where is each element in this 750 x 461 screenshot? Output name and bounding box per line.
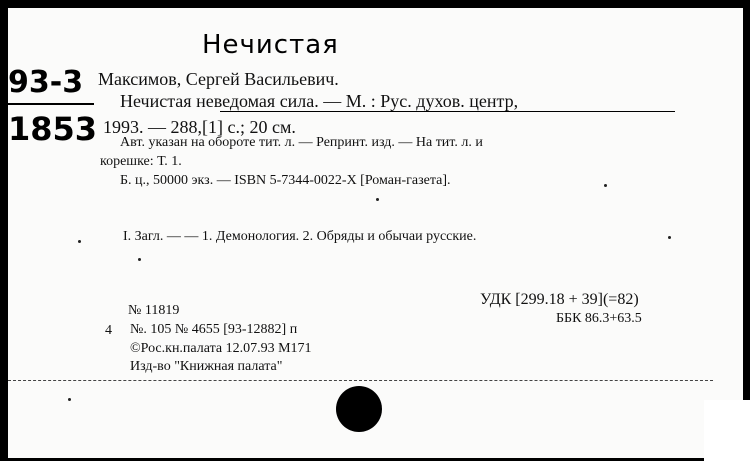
speck xyxy=(668,236,671,239)
shelf-underline xyxy=(8,103,94,105)
handwritten-title-note: Нечистая xyxy=(202,30,339,60)
registration-line: №. 105 № 4655 [93-12882] п xyxy=(130,322,298,337)
card-number: № 11819 xyxy=(128,303,180,318)
speck xyxy=(68,398,71,401)
card-corner xyxy=(704,400,750,461)
handwritten-shelf-bottom: 1853 xyxy=(8,110,98,148)
copies-digit: 4 xyxy=(105,323,112,338)
speck xyxy=(138,258,141,261)
card-fold-line xyxy=(8,380,713,381)
note-line-2: корешке: Т. 1. xyxy=(100,154,182,169)
bbk-code: ББК 86.3+63.5 xyxy=(556,311,642,326)
handwritten-shelf-top: 93-3 xyxy=(8,65,84,100)
speck xyxy=(376,198,379,201)
catalog-card xyxy=(8,8,743,458)
author-heading: Максимов, Сергей Васильевич. xyxy=(98,69,339,89)
udk-code: УДК [299.18 + 39](=82) xyxy=(480,291,639,308)
title-line: Нечистая неведомая сила. — М. : Рус. духов. центр, xyxy=(120,91,519,111)
note-line-1: Авт. указан на обороте тит. л. — Репринт. изд. — На тит. л. и xyxy=(120,135,483,150)
speck xyxy=(78,240,81,243)
subject-headings: I. Загл. — — 1. Демонология. 2. Обряды и обычаи русские. xyxy=(123,229,477,244)
isbn-line: Б. ц., 50000 экз. — ISBN 5-7344-0022-X [Роман-газета]. xyxy=(120,173,451,188)
title-underline xyxy=(220,111,675,112)
book-chamber-line: ©Рос.кн.палата 12.07.93 М171 xyxy=(130,341,312,356)
imprint-line: 1993. — 288,[1] с.; 20 см. xyxy=(103,117,296,137)
publisher-line: Изд-во "Книжная палата" xyxy=(130,359,283,374)
speck xyxy=(604,184,607,187)
card-punch-hole xyxy=(336,386,382,432)
